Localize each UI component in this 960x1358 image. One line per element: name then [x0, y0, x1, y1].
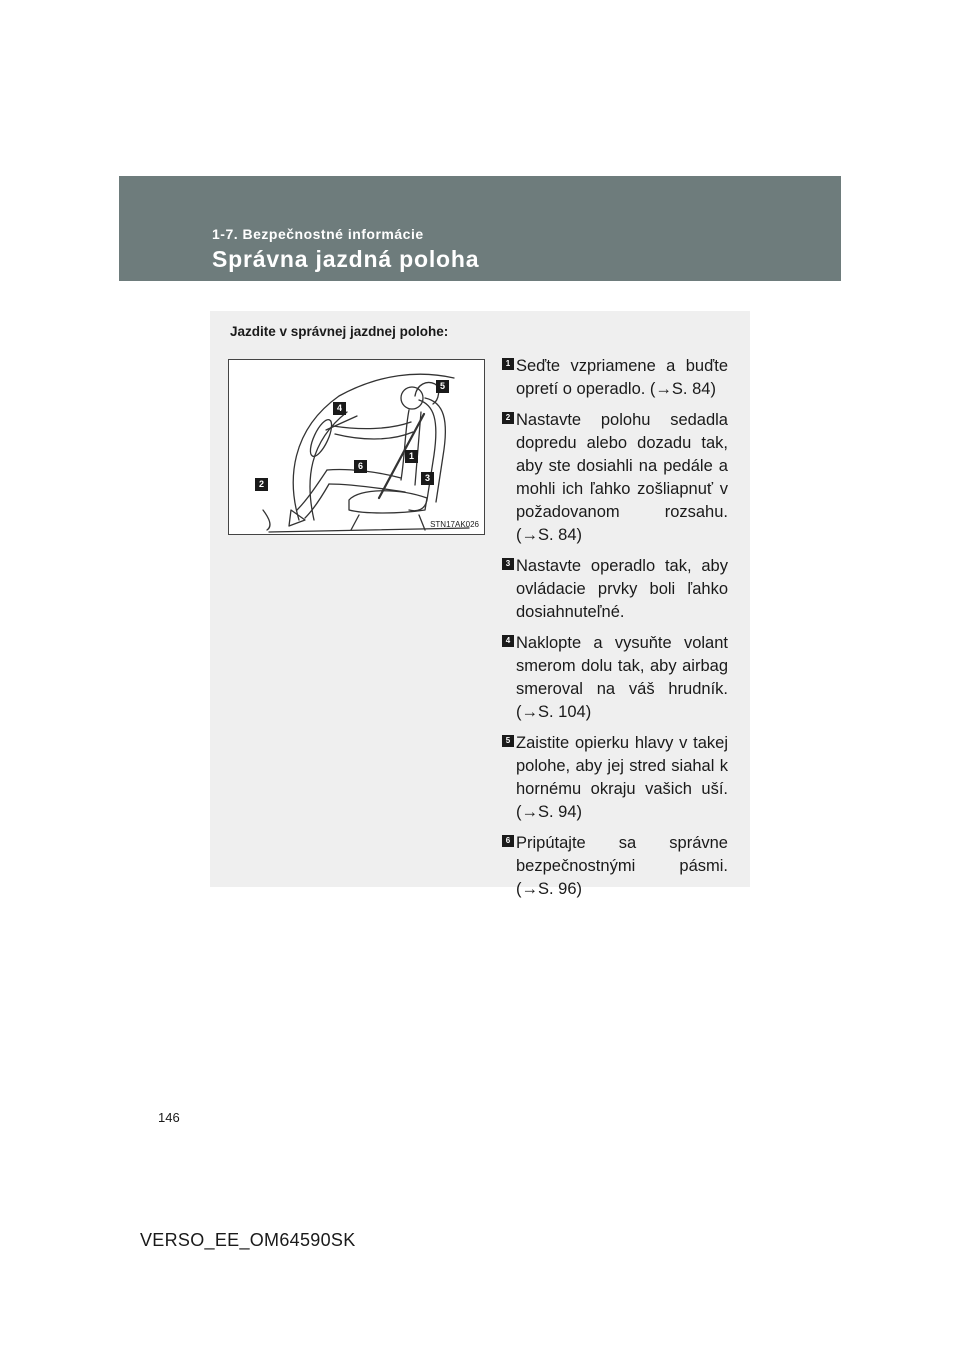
- item-text: Seďte vzpriamene a buďte opretí o operadlo. (→S. 84): [516, 357, 728, 398]
- item-number-badge: 4: [502, 635, 514, 647]
- intro-text: Jazdite v správnej jazdnej polohe:: [230, 324, 449, 339]
- figure-badge-3: 3: [421, 472, 434, 485]
- item-number-badge: 5: [502, 735, 514, 747]
- figure-badge-1: 1: [405, 450, 418, 463]
- item-text: Nastavte polohu sedadla dopredu alebo dozadu tak, aby ste dosiahli na pedále a mohli ich ľahko zošliapnuť v požadovanom rozsahu. (→S. 84): [516, 411, 728, 544]
- driving-position-figure: [228, 359, 485, 535]
- list-item: [502, 409, 728, 547]
- item-text: Pripútajte sa správne bezpečnostnými pásmi. (→S. 96): [516, 834, 728, 898]
- content-panel: [210, 311, 750, 898]
- list-item: [502, 832, 728, 901]
- item-number-badge: 2: [502, 412, 514, 424]
- item-text: Nastavte operadlo tak, aby ovládacie prvky boli ľahko dosiahnuteľné.: [516, 557, 728, 621]
- list-item: [502, 355, 728, 401]
- item-text: Naklopte a vysuňte volant smerom dolu tak, aby airbag smeroval na váš hrudník. (→S. 104): [516, 634, 728, 721]
- document-code: VERSO_EE_OM64590SK: [140, 1230, 356, 1250]
- figure-badge-4: 4: [333, 402, 346, 415]
- list-item: [502, 732, 728, 824]
- list-item: [502, 555, 728, 624]
- figure-badge-6: 6: [354, 460, 367, 473]
- figure-badge-2: 2: [255, 478, 268, 491]
- item-number-badge: 3: [502, 558, 514, 570]
- figure-badge-5: 5: [436, 380, 449, 393]
- item-number-badge: 1: [502, 358, 514, 370]
- chapter-header: [119, 176, 841, 281]
- item-number-badge: 6: [502, 835, 514, 847]
- page-number: 146: [158, 1110, 180, 1125]
- item-text: Zaistite opierku hlavy v takej polohe, aby jej stred siahal k hornému okraju vašich uší. (→S. 94): [516, 734, 728, 821]
- instruction-list: [502, 355, 728, 909]
- list-item: [502, 632, 728, 724]
- figure-code: STN17AK026: [430, 520, 479, 529]
- section-label: 1-7. Bezpečnostné informácie: [212, 226, 424, 242]
- page-title: Správna jazdná poloha: [212, 246, 480, 272]
